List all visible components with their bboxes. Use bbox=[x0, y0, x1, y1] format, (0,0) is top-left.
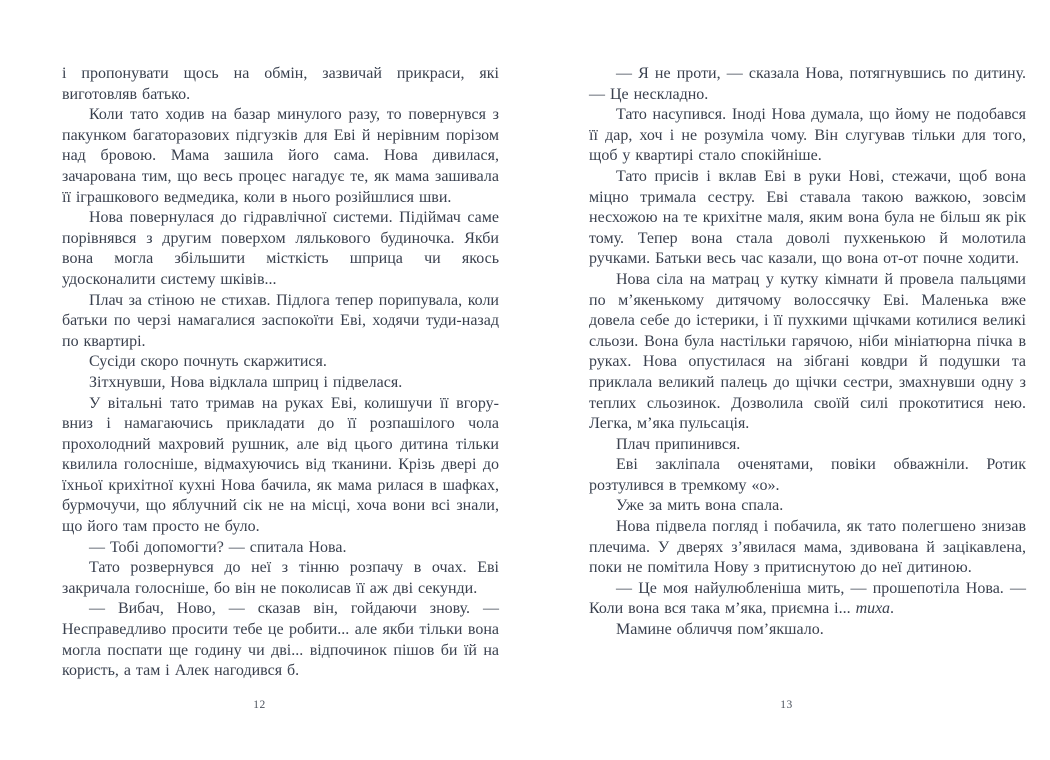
text-run: Еві закліпала оченятами, повіки обважніли. Ротик розтулився в тремкому «о». bbox=[589, 456, 1026, 494]
page-number: 12 bbox=[253, 699, 266, 711]
paragraph bbox=[62, 291, 499, 353]
text-run: Нова сіла на матрац у кутку кімнати й провела пальцями по м’якенькому дитячому волоссячку Еві. Маленька вже довела себе до істерики, і її пухкими щічками котилися великі сльози. Вона була настільки гарячою, ніби мініатюрна пічка в руках. Нова опустилася на зібгані ковдри й подушки та приклала великий палець до щічки сестри, змахнувши одну з теплих сльозинок. Дозволила своїй силі прокотитися нею. Легка, м’яка пульсація. bbox=[589, 270, 1026, 433]
paragraph bbox=[589, 496, 1026, 517]
text-run: — Вибач, Ново, — сказав він, гойдаючи знову. — Несправедливо просити тебе це робити... але якби тільки вона могла поспати ще годину чи дві... відпочинок пішов би їй на користь, а там і Алек нагодився б. bbox=[62, 600, 499, 680]
text-run: Уже за мить вона спала. bbox=[616, 497, 784, 515]
paragraph bbox=[589, 579, 1026, 620]
paragraph bbox=[62, 352, 499, 373]
page-right bbox=[589, 0, 1026, 760]
text-run: Плач за стіною не стихав. Підлога тепер порипувала, коли батьки по черзі намагалися заспокоїти Еві, ходячи туди-назад по квартирі. bbox=[62, 291, 499, 350]
text-run: Сусіди скоро почнуть скаржитися. bbox=[89, 353, 327, 371]
text-run: Нова повернулася до гідравлічної системи. Підіймач саме порівнявся з другим поверхом лялькового будиночка. Якби вона могла збільшити місткість шприца чи якось удосконалити систему шківів... bbox=[62, 209, 499, 288]
text-run: — Це моя найулюбленіша мить, — прошепотіла Нова. — Коли вона вся така м’яка, приємна і... bbox=[589, 579, 1026, 618]
text-run: і пропонувати щось на обмін, зазвичай прикраси, які виготовляв батько. bbox=[62, 65, 499, 103]
text-run: Тато насупився. Іноді Нова думала, що йому не подобався її дар, хоч і не розуміла чому. Він слугував тільки для того, щоб у квартирі стало спокійніше. bbox=[589, 106, 1026, 165]
paragraph bbox=[589, 435, 1026, 456]
text-run: Плач припинився. bbox=[616, 435, 741, 453]
page-left bbox=[62, 0, 499, 760]
text-run: Зітхнувши, Нова відклала шприц і підвелася. bbox=[89, 373, 403, 391]
paragraph bbox=[589, 517, 1026, 579]
italic-text-run: тиха bbox=[855, 600, 891, 618]
text-run: — Тобі допомогти? — спитала Нова. bbox=[89, 538, 347, 556]
paragraph bbox=[62, 558, 499, 599]
paragraph bbox=[62, 538, 499, 559]
paragraph bbox=[589, 105, 1026, 167]
text-run: . bbox=[890, 600, 895, 618]
page-text bbox=[589, 64, 1026, 641]
text-run: Тато розвернувся до неї з тінню розпачу в очах. Еві закричала голосніше, бо він не поколисав її аж дві секунди. bbox=[62, 559, 499, 597]
paragraph bbox=[62, 599, 499, 681]
text-run: Коли тато ходив на базар минулого разу, то повернувся з пакунком багаторазових підгузків для Еві й нерівним порізом над бровою. Мама зашила його сама. Нова дивилася, зачарована тим, що весь процес нагадує те, як мама зашивала її іграшкового ведмедика, коли в нього розійшлися шви. bbox=[62, 106, 499, 206]
paragraph bbox=[62, 105, 499, 208]
text-run: Тато присів і вклав Еві в руки Нові, стежачи, щоб вона міцно тримала сестру. Еві ставала такою важкою, зовсім несхожою на те крихітне маля, яким вона була не більш як рік тому. Тепер вона стала доволі пухкенькою й молотила ручками. Батьки весь час казали, що вона от-от почне ходити. bbox=[589, 167, 1026, 268]
paragraph bbox=[589, 167, 1026, 270]
page-text bbox=[62, 64, 499, 682]
paragraph bbox=[589, 270, 1026, 435]
paragraph bbox=[62, 208, 499, 290]
paragraph bbox=[589, 64, 1026, 105]
text-run: У вітальні тато тримав на руках Еві, колишучи її вгору-вниз і намагаючись прикладати до її розпашілого чола прохолодний махровий рушник, але від цього дитина тільки квилила голосніше, відмахуючись від тканини. Крізь двері до їхньої крихітної кухні Нова бачила, як мама рилася в шафках, бурмочучи, що яблучний сік не на місці, хоча вони всі знали, що його там просто не було. bbox=[62, 394, 499, 536]
text-run: — Я не проти, — сказала Нова, потягнувшись по дитину. — Це нескладно. bbox=[589, 65, 1026, 103]
paragraph bbox=[589, 455, 1026, 496]
text-run: Нова підвела погляд і побачила, як тато полегшено знизав плечима. У дверях з’явилася мама, здивована й зацікавлена, поки не помітила Нову з притиснутою до неї дитиною. bbox=[589, 518, 1026, 577]
paragraph bbox=[62, 394, 499, 538]
text-run: Мамине обличчя пом’якшало. bbox=[616, 621, 824, 639]
paragraph bbox=[62, 64, 499, 105]
paragraph bbox=[589, 620, 1026, 641]
page-number: 13 bbox=[780, 699, 793, 711]
paragraph bbox=[62, 373, 499, 394]
